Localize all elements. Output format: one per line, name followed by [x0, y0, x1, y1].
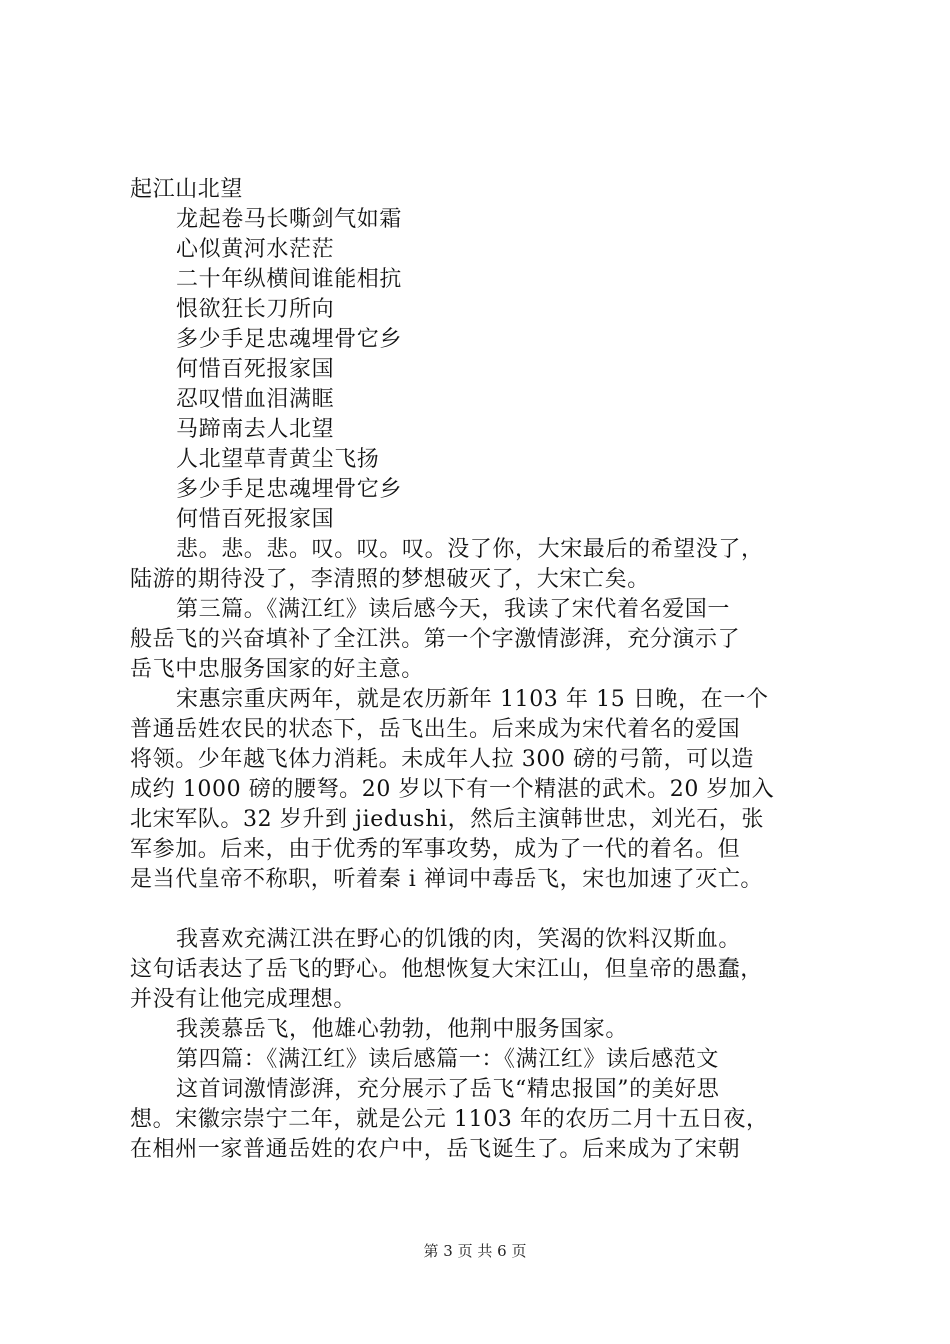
poem-line: 何惜百死报家国: [176, 507, 335, 532]
paragraph-line: 第三篇。《满江红》读后感今天，我读了宋代着名爱国一: [176, 597, 731, 622]
poem-line: 人北望草青黄尘飞扬: [176, 447, 380, 472]
paragraph-line: 将领。少年越飞体力消耗。未成年人拉 300 磅的弓箭，可以造: [130, 747, 754, 772]
paragraph-line: 我羡慕岳飞，他雄心勃勃，他荆中服务国家。: [176, 1017, 629, 1042]
poem-line: 恨欲狂长刀所向: [176, 297, 335, 322]
section-heading: 第四篇：《满江红》读后感篇一：《满江红》读后感范文: [176, 1047, 720, 1072]
poem-line: 心似黄河水茫茫: [176, 237, 335, 262]
paragraph-line: 宋惠宗重庆两年，就是农历新年 1103 年 15 日晚，在一个: [176, 687, 769, 712]
paragraph-line: 是当代皇帝不称职，听着秦 i 禅词中毒岳飞，宋也加速了灭亡。: [130, 867, 764, 892]
poem-line: 马蹄南去人北望: [176, 417, 335, 442]
paragraph-line: 这句话表达了岳飞的野心。他想恢复大宋江山，但皇帝的愚蠢，: [130, 957, 763, 982]
paragraph-line: 这首词激情澎湃，充分展示了岳飞“精忠报国”的美好思: [176, 1077, 720, 1102]
paragraph-gap: [130, 895, 850, 925]
poem-line: 忍叹惜血泪满眶: [176, 387, 335, 412]
page-body: [130, 175, 850, 1165]
poem-line: 多少手足忠魂埋骨它乡: [176, 477, 403, 502]
poem-line: 二十年纵横间谁能相抗: [176, 267, 403, 292]
paragraph-line: 成约 1000 磅的腰弩。20 岁以下有一个精湛的武术。20 岁加入: [130, 777, 775, 802]
poem-line: 多少手足忠魂埋骨它乡: [176, 327, 403, 352]
paragraph-line: 陆游的期待没了，李清照的梦想破灭了，大宋亡矣。: [130, 567, 650, 592]
paragraph-line: 般岳飞的兴奋填补了全江洪。第一个字激情澎湃，充分演示了: [130, 627, 741, 652]
paragraph-line: 岳飞中忠服务国家的好主意。: [130, 657, 424, 682]
paragraph-line: 在相州一家普通岳姓的农户中，岳飞诞生了。后来成为了宋朝: [130, 1137, 741, 1162]
paragraph-line: 普通岳姓农民的状态下，岳飞出生。后来成为宋代着名的爱国: [130, 717, 741, 742]
poem-line: 何惜百死报家国: [176, 357, 335, 382]
paragraph-line: 军参加。后来，由于优秀的军事攻势，成为了一代的着名。但: [130, 837, 741, 862]
poem-line: 龙起卷马长嘶剑气如霜: [176, 207, 403, 232]
paragraph-line: 想。宋徽宗崇宁二年，就是公元 1103 年的农历二月十五日夜，: [130, 1107, 769, 1132]
page-number-footer: 第 3 页 共 6 页: [423, 1242, 527, 1260]
paragraph-line: 并没有让他完成理想。: [130, 987, 357, 1012]
text-line: 起江山北望: [130, 177, 244, 202]
paragraph-line: 我喜欢充满江洪在野心的饥饿的肉，笑渴的饮料汉斯血。: [176, 927, 742, 952]
paragraph-line: 北宋军队。32 岁升到 jiedushi，然后主演韩世忠，刘光石，张: [130, 807, 765, 832]
paragraph-line: 悲。悲。悲。叹。叹。叹。没了你，大宋最后的希望没了，: [176, 537, 764, 562]
